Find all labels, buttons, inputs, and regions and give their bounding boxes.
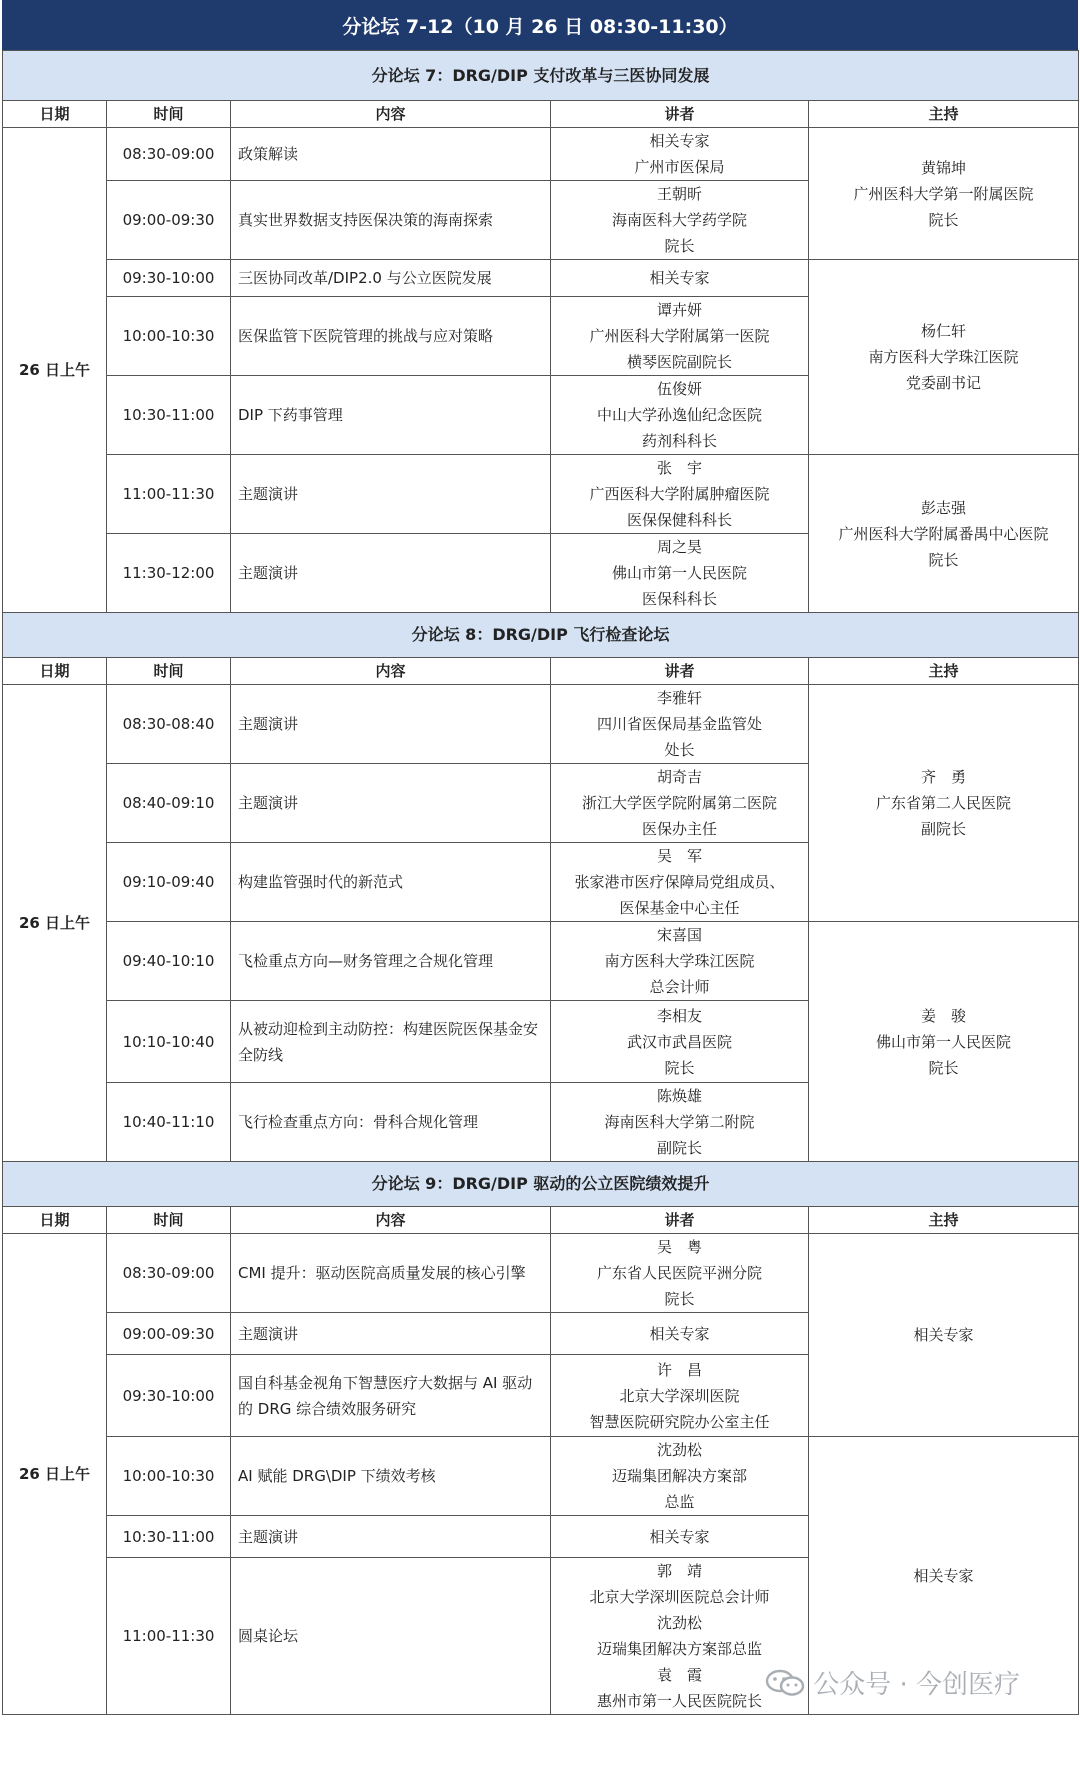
watermark <box>765 1664 1020 1701</box>
text-line: 相关专家 <box>649 132 710 150</box>
text-line: 迈瑞集团解决方案部 <box>611 1467 747 1485</box>
text-line: 齐 勇 <box>921 768 967 786</box>
content-cell: 真实世界数据支持医保决策的海南探索 <box>231 181 551 260</box>
text-line: 浙江大学医学院附属第二医院 <box>581 794 777 812</box>
text-line: 武汉市武昌医院 <box>626 1032 732 1051</box>
text-line: 张 宇 <box>656 459 702 477</box>
text-line: 姜 骏 <box>921 1006 967 1025</box>
content-cell: 主题演讲 <box>231 764 551 843</box>
date-cell: 26 日上午 <box>3 1234 107 1715</box>
speaker-cell <box>551 128 809 181</box>
host-cell <box>809 260 1079 455</box>
speaker-cell <box>551 922 809 1001</box>
text-line: 医保基金中心主任 <box>619 899 740 917</box>
text-line: 相关专家 <box>913 1326 974 1344</box>
speaker-cell <box>551 843 809 922</box>
host-cell <box>809 685 1079 922</box>
text-line: 党委副书记 <box>906 374 982 392</box>
text-line: 四川省医保局基金监管处 <box>596 715 762 733</box>
header-host: 主持 <box>809 101 1079 128</box>
text-line: 相关专家 <box>913 1566 974 1585</box>
header-date: 日期 <box>3 658 107 685</box>
text-line: 副院长 <box>921 820 967 838</box>
forum-title: 分论坛 7：DRG/DIP 支付改革与三医协同发展 <box>3 51 1079 101</box>
content-cell: 圆桌论坛 <box>231 1558 551 1715</box>
header-date: 日期 <box>3 1207 107 1234</box>
speaker-cell <box>551 260 809 297</box>
time-cell: 08:30-09:00 <box>107 128 231 181</box>
wechat-icon <box>765 1668 805 1698</box>
speaker-cell <box>551 1516 809 1558</box>
text-line: 海南医科大学第二附院 <box>604 1113 755 1131</box>
watermark-text: 公众号 · 今创医疗 <box>813 1670 1020 1700</box>
text-line: 南方医科大学珠江医院 <box>868 348 1019 366</box>
content-cell: 三医协同改革/DIP2.0 与公立医院发展 <box>231 260 551 297</box>
speaker-cell <box>551 455 809 534</box>
speaker-cell <box>551 181 809 260</box>
header-host: 主持 <box>809 1207 1079 1234</box>
content-cell: 医保监管下医院管理的挑战与应对策略 <box>231 297 551 376</box>
header-row <box>3 1207 1079 1234</box>
text-line: 广州医科大学附属番禺中心医院 <box>838 524 1049 543</box>
time-cell: 10:00-10:30 <box>107 1437 231 1516</box>
time-cell: 10:30-11:00 <box>107 1516 231 1558</box>
text-line: 南方医科大学珠江医院 <box>604 952 755 970</box>
time-cell: 10:10-10:40 <box>107 1001 231 1083</box>
text-line: 相关专家 <box>649 1527 710 1546</box>
text-line: 沈劲松 <box>656 1614 702 1632</box>
speaker-cell <box>551 376 809 455</box>
time-cell: 09:40-10:10 <box>107 922 231 1001</box>
time-cell: 09:00-09:30 <box>107 1313 231 1355</box>
text-line: 李雅轩 <box>656 689 702 707</box>
content-cell: 主题演讲 <box>231 1313 551 1355</box>
time-cell: 10:30-11:00 <box>107 376 231 455</box>
text-line: 王朝昕 <box>656 185 702 203</box>
table-row <box>3 128 1079 181</box>
text-line: 许 昌 <box>656 1360 702 1379</box>
text-line: 佛山市第一人民医院 <box>611 564 747 582</box>
header-host: 主持 <box>809 658 1079 685</box>
content-cell: CMI 提升：驱动医院高质量发展的核心引擎 <box>231 1234 551 1313</box>
text-line: 谭卉妍 <box>656 301 702 319</box>
header-row <box>3 658 1079 685</box>
text-line: 广州医科大学第一附属医院 <box>853 184 1034 203</box>
text-line: 医保保健科科长 <box>626 511 732 529</box>
header-time: 时间 <box>107 658 231 685</box>
time-cell: 09:10-09:40 <box>107 843 231 922</box>
banner-title: 分论坛 7-12（10 月 26 日 08:30-11:30） <box>342 15 738 38</box>
text-line: 药剂科科长 <box>641 432 717 450</box>
header-speaker: 讲者 <box>551 1207 809 1234</box>
text-line: 广东省第二人民医院 <box>876 794 1012 812</box>
text-line: 智慧医院研究院办公室主任 <box>589 1412 770 1431</box>
header-time: 时间 <box>107 1207 231 1234</box>
text-line: 宋喜国 <box>656 926 702 944</box>
table-row <box>3 922 1079 1001</box>
forum-title: 分论坛 8：DRG/DIP 飞行检查论坛 <box>3 613 1079 658</box>
text-line: 郭 靖 <box>656 1562 702 1580</box>
date-cell: 26 日上午 <box>3 128 107 613</box>
text-line: 广州市医保局 <box>634 158 725 176</box>
content-cell: 构建监管强时代的新范式 <box>231 843 551 922</box>
text-line: 医保办主任 <box>641 820 717 838</box>
content-cell: 政策解读 <box>231 128 551 181</box>
text-line: 院长 <box>664 1058 695 1077</box>
time-cell: 11:00-11:30 <box>107 455 231 534</box>
text-line: 李相友 <box>656 1006 702 1025</box>
content-cell: AI 赋能 DRG\DIP 下绩效考核 <box>231 1437 551 1516</box>
content-cell: 主题演讲 <box>231 534 551 613</box>
header-date: 日期 <box>3 101 107 128</box>
table-row <box>3 1437 1079 1516</box>
host-cell <box>809 455 1079 613</box>
speaker-cell <box>551 297 809 376</box>
content-cell: 从被动迎检到主动防控：构建医院医保基金安全防线 <box>231 1001 551 1083</box>
text-line: 北京大学深圳医院 <box>619 1386 740 1405</box>
content-cell: 主题演讲 <box>231 1516 551 1558</box>
header-content: 内容 <box>231 658 551 685</box>
text-line: 吴 军 <box>656 847 702 865</box>
text-line: 广西医科大学附属肿瘤医院 <box>589 485 770 503</box>
time-cell: 09:00-09:30 <box>107 181 231 260</box>
time-cell: 11:30-12:00 <box>107 534 231 613</box>
speaker-cell <box>551 1437 809 1516</box>
forum-title-row <box>3 613 1079 658</box>
host-cell <box>809 1234 1079 1437</box>
text-line: 周之昊 <box>656 538 702 556</box>
text-line: 沈劲松 <box>656 1441 702 1459</box>
content-cell: 主题演讲 <box>231 685 551 764</box>
table-row <box>3 1234 1079 1313</box>
text-line: 陈焕雄 <box>656 1087 702 1105</box>
speaker-cell <box>551 1083 809 1162</box>
text-line: 副院长 <box>656 1139 702 1157</box>
header-speaker: 讲者 <box>551 101 809 128</box>
text-line: 袁 霞 <box>656 1666 702 1684</box>
text-line: 北京大学深圳医院总会计师 <box>589 1588 770 1606</box>
forum-title-row <box>3 51 1079 101</box>
agenda-page <box>2 0 1078 1715</box>
text-line: 院长 <box>928 210 959 229</box>
time-cell: 10:00-10:30 <box>107 297 231 376</box>
table-row <box>3 685 1079 764</box>
text-line: 中山大学孙逸仙纪念医院 <box>596 406 762 424</box>
text-line: 总监 <box>664 1493 695 1511</box>
content-cell: 飞检重点方向—财务管理之合规化管理 <box>231 922 551 1001</box>
host-cell <box>809 922 1079 1162</box>
content-cell: 主题演讲 <box>231 455 551 534</box>
time-cell: 11:00-11:30 <box>107 1558 231 1715</box>
speaker-cell <box>551 764 809 843</box>
forum-title-row <box>3 1162 1079 1207</box>
text-line: 海南医科大学药学院 <box>611 211 747 229</box>
time-cell: 10:40-11:10 <box>107 1083 231 1162</box>
time-cell: 09:30-10:00 <box>107 1355 231 1437</box>
text-line: 相关专家 <box>649 269 710 287</box>
speaker-cell <box>551 534 809 613</box>
text-line: 院长 <box>664 237 695 255</box>
speaker-cell <box>551 1234 809 1313</box>
table-row <box>3 455 1079 534</box>
time-cell: 08:40-09:10 <box>107 764 231 843</box>
speaker-cell <box>551 1001 809 1083</box>
text-line: 医保科科长 <box>641 590 717 608</box>
text-line: 胡奇吉 <box>656 768 702 786</box>
header-content: 内容 <box>231 101 551 128</box>
content-cell: DIP 下药事管理 <box>231 376 551 455</box>
text-line: 院长 <box>928 1058 959 1077</box>
speaker-cell <box>551 685 809 764</box>
text-line: 院长 <box>928 550 959 569</box>
speaker-cell <box>551 1313 809 1355</box>
header-row <box>3 101 1079 128</box>
host-cell <box>809 128 1079 260</box>
text-line: 黄锦坤 <box>921 158 967 177</box>
text-line: 相关专家 <box>649 1324 710 1343</box>
text-line: 惠州市第一人民医院院长 <box>596 1692 762 1710</box>
text-line: 广州医科大学附属第一医院 <box>589 327 770 345</box>
time-cell: 08:30-08:40 <box>107 685 231 764</box>
text-line: 伍俊妍 <box>656 380 702 398</box>
header-time: 时间 <box>107 101 231 128</box>
text-line: 彭志强 <box>921 498 967 517</box>
text-line: 杨仁轩 <box>921 322 967 340</box>
date-cell: 26 日上午 <box>3 685 107 1162</box>
header-speaker: 讲者 <box>551 658 809 685</box>
forum-title: 分论坛 9：DRG/DIP 驱动的公立医院绩效提升 <box>3 1162 1079 1207</box>
text-line: 院长 <box>664 1290 695 1308</box>
text-line: 处长 <box>664 741 695 759</box>
agenda-table <box>2 50 1079 1715</box>
text-line: 迈瑞集团解决方案部总监 <box>596 1640 762 1658</box>
table-row <box>3 260 1079 297</box>
text-line: 横琴医院副院长 <box>626 353 732 371</box>
text-line: 吴 粤 <box>656 1238 702 1256</box>
content-cell: 飞行检查重点方向：骨科合规化管理 <box>231 1083 551 1162</box>
agenda-banner <box>2 0 1078 50</box>
time-cell: 08:30-09:00 <box>107 1234 231 1313</box>
text-line: 广东省人民医院平洲分院 <box>596 1264 762 1282</box>
text-line: 总会计师 <box>649 978 710 996</box>
content-cell: 国自科基金视角下智慧医疗大数据与 AI 驱动的 DRG 综合绩效服务研究 <box>231 1355 551 1437</box>
text-line: 佛山市第一人民医院 <box>876 1032 1012 1051</box>
text-line: 张家港市医疗保障局党组成员、 <box>574 873 785 891</box>
header-content: 内容 <box>231 1207 551 1234</box>
time-cell: 09:30-10:00 <box>107 260 231 297</box>
speaker-cell <box>551 1355 809 1437</box>
